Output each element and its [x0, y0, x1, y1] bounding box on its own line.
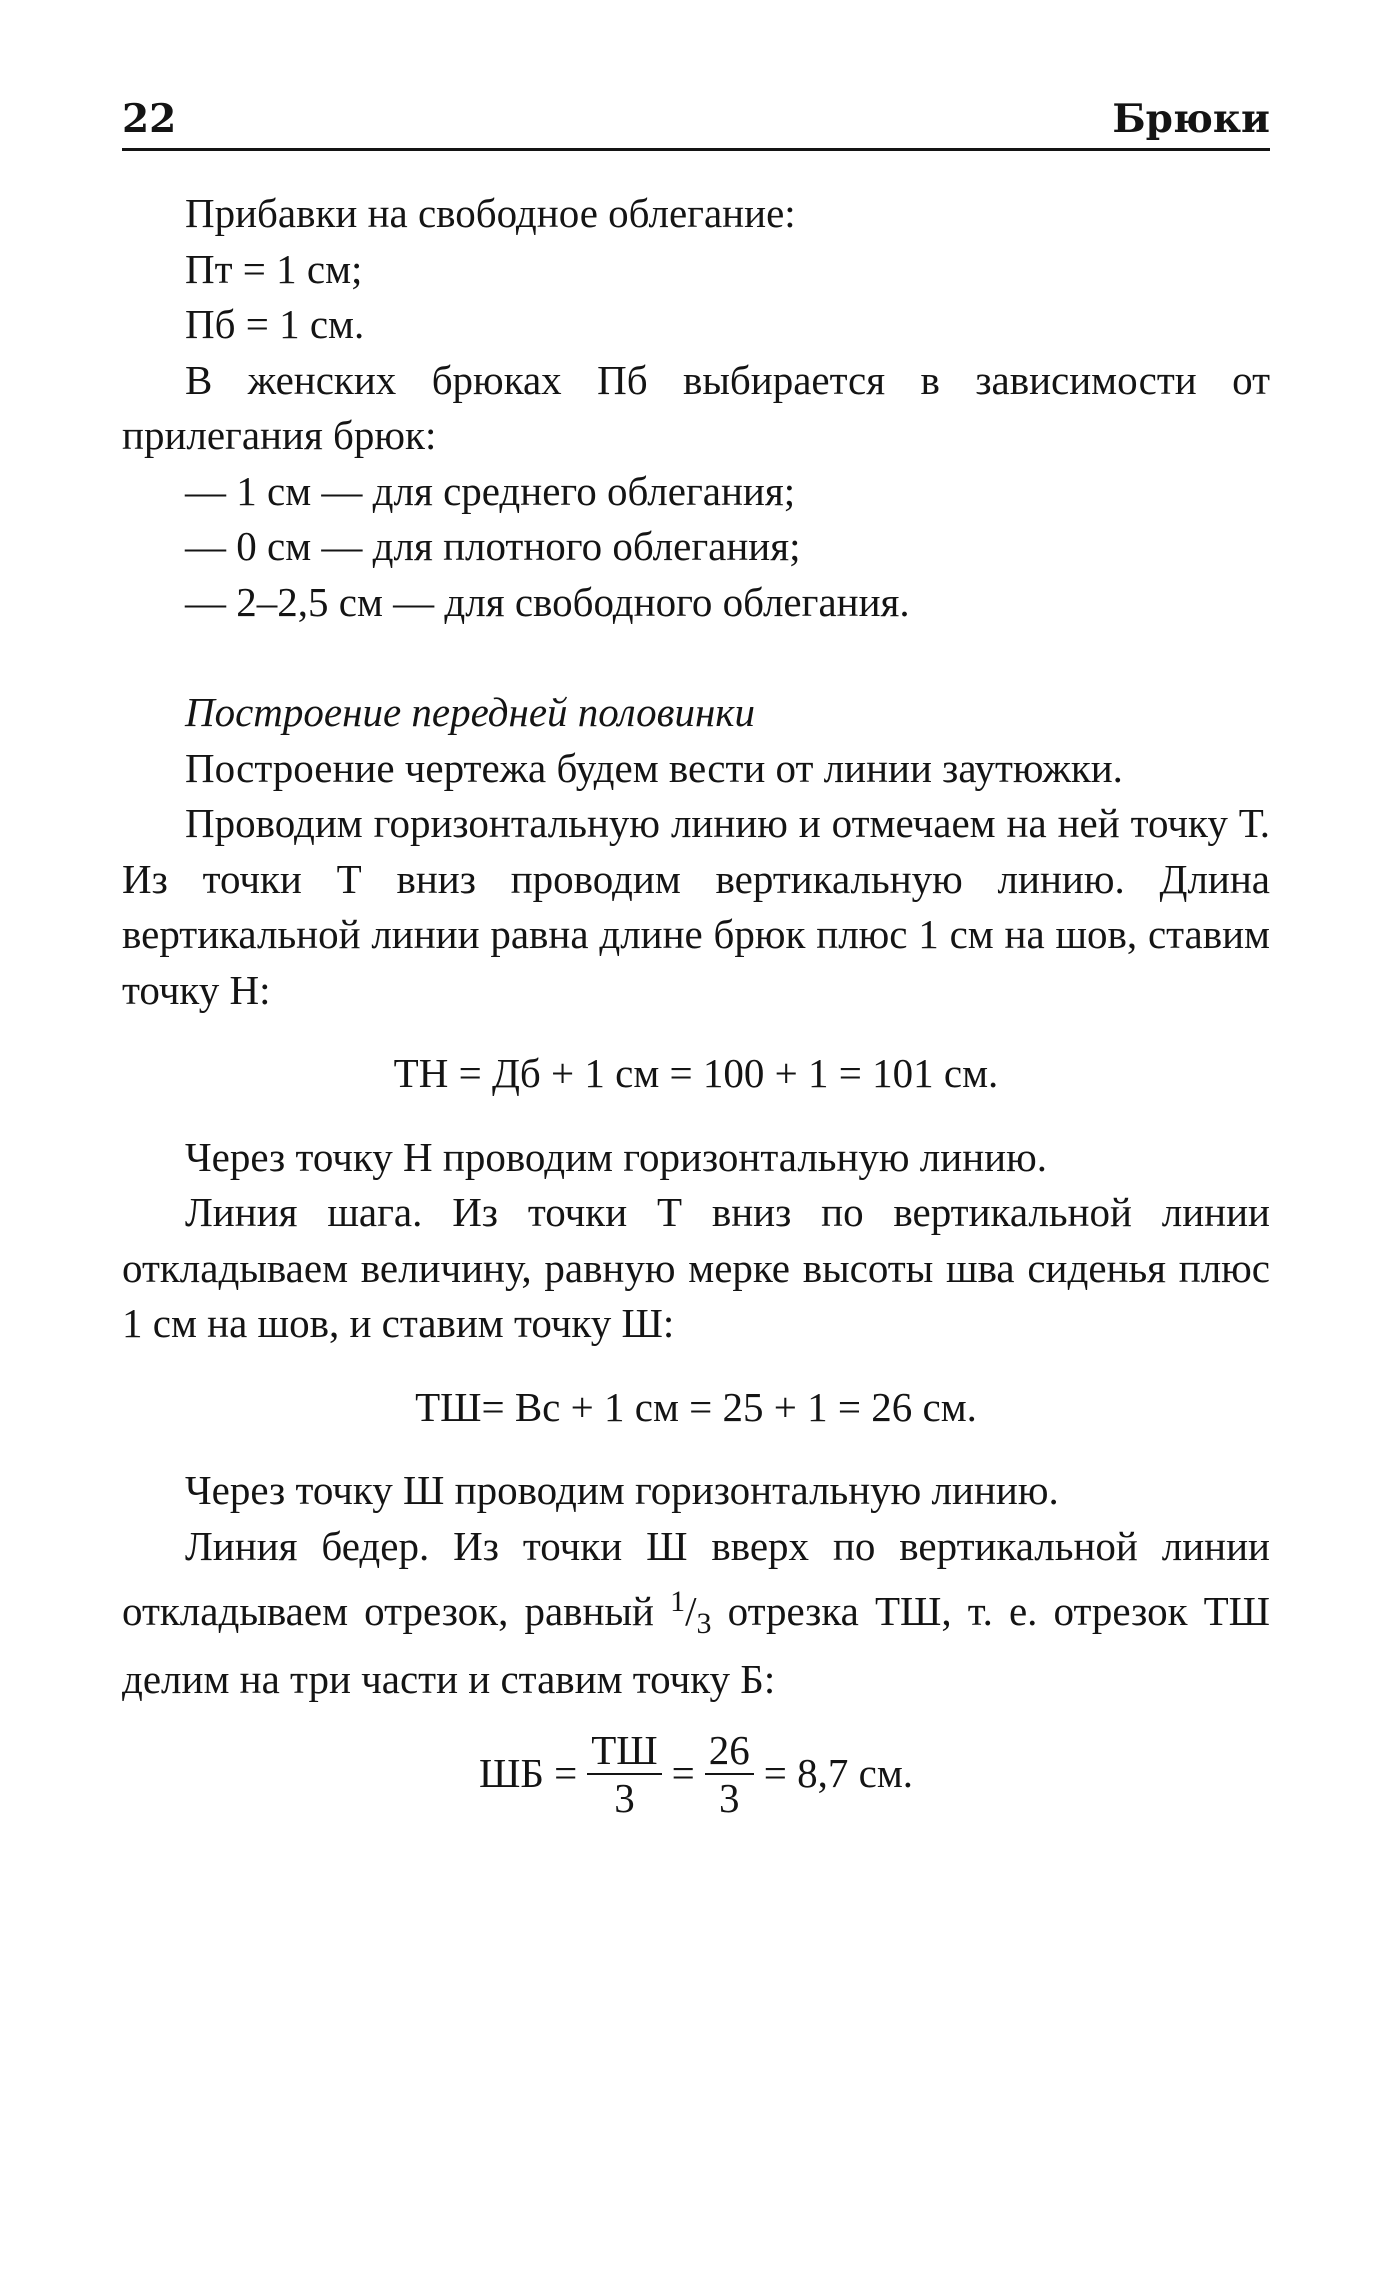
formula-shb-equals: = [671, 1750, 695, 1797]
fit-loose: — 2–2,5 см — для свободного облегания. [185, 578, 910, 625]
spacer [122, 1018, 1270, 1046]
fraction-numerator: ТШ [587, 1727, 661, 1775]
spacer [122, 630, 1270, 685]
header-rule [122, 148, 1270, 151]
formula-tsh: ТШ= Вс + 1 см = 25 + 1 = 26 см. [415, 1383, 977, 1430]
spacer [122, 1352, 1270, 1380]
paragraph-hip-line [122, 1519, 1270, 1708]
fraction-denominator: 3 [719, 1775, 740, 1821]
formula-shb [122, 1727, 1270, 1821]
allowance-pb: Пб = 1 см. [185, 301, 365, 347]
spacer [122, 1435, 1270, 1463]
inline-fraction: $^1/_3$ [670, 1585, 712, 1640]
page-header [122, 96, 1270, 150]
page-number: 22 [122, 96, 177, 142]
paragraph-ironing-line: Построение чертежа будем вести от линии заутюжки. [185, 744, 1123, 791]
spacer [122, 1102, 1270, 1130]
paragraph-point-n: Через точку Н проводим горизонтальную линию. [185, 1133, 1047, 1180]
fit-tight: — 0 см — для плотного облегания; [185, 523, 801, 569]
allowance-pt: Пт = 1 см; [185, 245, 363, 292]
fraction-denominator: 3 [614, 1775, 635, 1821]
formula-tn: ТН = Дб + 1 см = 100 + 1 = 101 см. [393, 1050, 999, 1096]
allowances-title: Прибавки на свободное облегание: [185, 190, 796, 236]
inline-fraction-numerator: 1 [670, 1585, 686, 1618]
inline-fraction-denominator: 3 [696, 1607, 712, 1640]
women-pb-paragraph: В женских брюках Пб выбирается в зависимости от прилегания брюк: [122, 356, 1270, 458]
hip-line-text-end: отрезка ТШ, т. е. отрезок ТШ делим на три части и ставим точку Б: [122, 1588, 1271, 1702]
fraction-numerator: 26 [705, 1727, 754, 1775]
hip-line-text-start: Линия бедер. Из точки Ш вверх по вертикальной линии откладываем отрезок, равный [122, 1522, 1270, 1634]
section-subheading: Построение передней половинки [185, 689, 755, 735]
running-title: Брюки [1112, 96, 1270, 142]
body-text [122, 186, 1270, 1821]
fraction-tsh-over-3 [587, 1727, 661, 1821]
formula-shb-rhs: = 8,7 см. [763, 1750, 914, 1797]
fit-medium: — 1 см — для среднего облегания; [185, 467, 796, 514]
formula-shb-lhs: ШБ = [478, 1750, 578, 1797]
paragraph-horizontal-line: Проводим горизонтальную линию и отмечаем на ней точку Т. Из точки Т вниз проводим вертикальную линию. Длина вертикальной линии равна длине брюк плюс 1 см на шов, ставим точку Н: [122, 800, 1270, 1013]
paragraph-step-line: Линия шага. Из точки Т вниз по вертикальной линии откладываем величину, равную мерке высоты шва сиденья плюс 1 см на шов, и ставим точку Ш: [122, 1189, 1270, 1346]
paragraph-point-sh: Через точку Ш проводим горизонтальную линию. [185, 1467, 1059, 1513]
fraction-26-over-3 [705, 1727, 754, 1821]
